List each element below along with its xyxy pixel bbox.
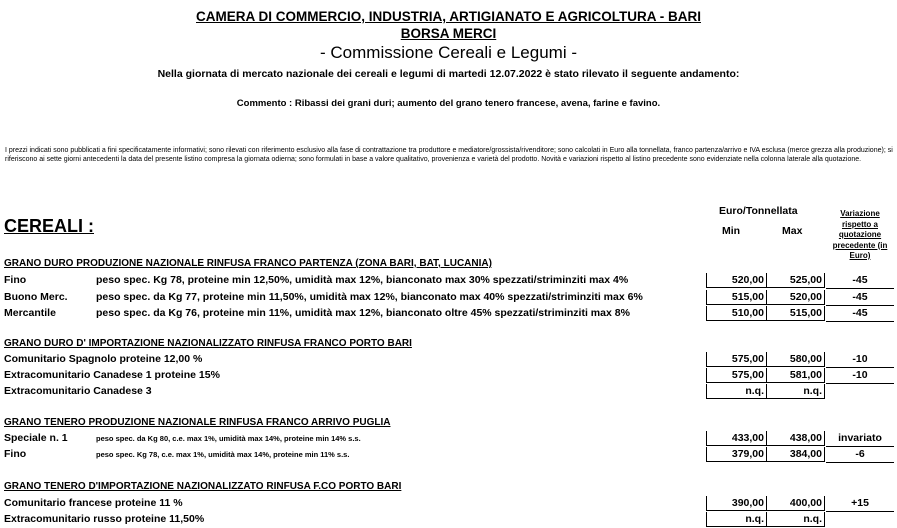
- table-row: [0, 352, 897, 368]
- price-min: 510,00: [706, 306, 766, 321]
- row-description: peso spec. Kg 78, proteine min 12,50%, umidità max 12%, bianconato max 30% spezzati/striminziti max 4%: [96, 274, 629, 286]
- price-variation: -10: [826, 352, 894, 368]
- row-description: peso spec. da Kg 80, c.e. max 1%, umidità max 14%, proteine min 14% s.s.: [96, 434, 361, 443]
- section-title: GRANO DURO PRODUZIONE NAZIONALE RINFUSA FRANCO PARTENZA (ZONA BARI, BAT, LUCANIA): [4, 258, 492, 269]
- table-row: [0, 496, 897, 512]
- price-max: 520,00: [766, 290, 825, 305]
- price-variation: -6: [826, 447, 894, 463]
- price-max: 525,00: [766, 273, 825, 288]
- table-row: [0, 273, 897, 289]
- row-label: Fino: [4, 448, 27, 460]
- commission-title: - Commissione Cereali e Legumi -: [320, 43, 577, 62]
- row-label: Comunitario Spagnolo proteine 12,00 %: [4, 353, 203, 365]
- row-label: Extracomunitario russo proteine 11,50%: [4, 513, 205, 525]
- price-min: 515,00: [706, 290, 766, 305]
- variation-header: Variazione rispetto a quotazione precedente (in Euro): [832, 209, 888, 260]
- price-min: 433,00: [706, 431, 766, 446]
- cereali-title: CEREALI :: [4, 216, 94, 236]
- row-label: Extracomunitario Canadese 1 proteine 15%: [4, 369, 220, 381]
- table-row: [0, 368, 897, 384]
- borsa-merci-title: BORSA MERCI: [400, 26, 497, 41]
- table-row: [0, 512, 897, 528]
- row-label: Buono Merc.: [4, 291, 68, 303]
- row-label: Speciale n. 1: [4, 432, 68, 444]
- price-variation: invariato: [826, 431, 894, 447]
- table-row: [0, 431, 897, 447]
- price-variation: +15: [826, 496, 894, 512]
- price-min: 575,00: [706, 368, 766, 383]
- price-min: n.q.: [706, 384, 766, 399]
- max-header: Max: [782, 225, 803, 237]
- price-min: 575,00: [706, 352, 766, 367]
- row-label: Comunitario francese proteine 11 %: [4, 497, 183, 509]
- min-header: Min: [722, 225, 741, 237]
- price-min: 520,00: [706, 273, 766, 288]
- price-min: 379,00: [706, 447, 766, 462]
- price-min: n.q.: [706, 512, 766, 527]
- price-max: 400,00: [766, 496, 825, 511]
- table-row: [0, 384, 897, 400]
- section-title: GRANO TENERO D'IMPORTAZIONE NAZIONALIZZATO RINFUSA F.CO PORTO BARI: [4, 481, 402, 492]
- unit-header: Euro/Tonnellata: [719, 205, 798, 217]
- price-max: n.q.: [766, 512, 825, 527]
- price-max: 515,00: [766, 306, 825, 321]
- price-max: 581,00: [766, 368, 825, 383]
- price-variation: [826, 384, 894, 399]
- price-variation: -10: [826, 368, 894, 384]
- table-row: [0, 306, 897, 322]
- disclaimer: I prezzi indicati sono pubblicati a fini specificatamente informativi; sono rilevati con riferimento esclusivo alla fase di contrattazione tra produttore e mediatore/grossista/rivenditore; sono calcolati in Euro alla tonnellata, franco partenza/arrivo e IVA esclusa (merce grezza alla produzione); si riferiscono ai sette giorni antecedenti la data del presente listino compresa la giornata odierna; sono formulati in base a valore qualitativo, provenienza e varietà del prodotto. Novità e variazioni rispetto al listino precedente sono evidenziate nella colonna laterale alla quotazione.: [5, 147, 893, 163]
- row-label: Fino: [4, 274, 27, 286]
- price-max: 580,00: [766, 352, 825, 367]
- row-description: peso spec. da Kg 76, proteine min 11%, umidità max 12%, bianconato oltre 45% spezzati/striminziti max 8%: [96, 307, 630, 319]
- price-variation: -45: [826, 306, 894, 322]
- market-intro: Nella giornata di mercato nazionale dei cereali e legumi di martedi 12.07.2022 è stato rilevato il seguente andamento:: [157, 68, 740, 80]
- price-variation: -45: [826, 273, 894, 289]
- market-comment: Commento : Ribassi dei grani duri; aumento del grano tenero francese, avena, farine e favino.: [236, 98, 661, 109]
- price-max: 384,00: [766, 447, 825, 462]
- price-min: 390,00: [706, 496, 766, 511]
- section-title: GRANO TENERO PRODUZIONE NAZIONALE RINFUSA FRANCO ARRIVO PUGLIA: [4, 417, 391, 428]
- row-description: peso spec. Kg 78, c.e. max 1%, umidità max 14%, proteine min 11% s.s.: [96, 450, 350, 459]
- table-row: [0, 447, 897, 463]
- row-description: peso spec. da Kg 77, proteine min 11,50%, umidità max 12%, bianconato max 40% spezzati/striminziti max 6%: [96, 291, 643, 303]
- table-row: [0, 290, 897, 306]
- section-title: GRANO DURO D' IMPORTAZIONE NAZIONALIZZATO RINFUSA FRANCO PORTO BARI: [4, 338, 412, 349]
- price-variation: -45: [826, 290, 894, 306]
- price-max: 438,00: [766, 431, 825, 446]
- price-variation: [826, 512, 894, 527]
- row-label: Extracomunitario Canadese 3: [4, 385, 152, 397]
- chamber-title: CAMERA DI COMMERCIO, INDUSTRIA, ARTIGIANATO E AGRICOLTURA - BARI: [196, 9, 701, 24]
- price-max: n.q.: [766, 384, 825, 399]
- row-label: Mercantile: [4, 307, 56, 319]
